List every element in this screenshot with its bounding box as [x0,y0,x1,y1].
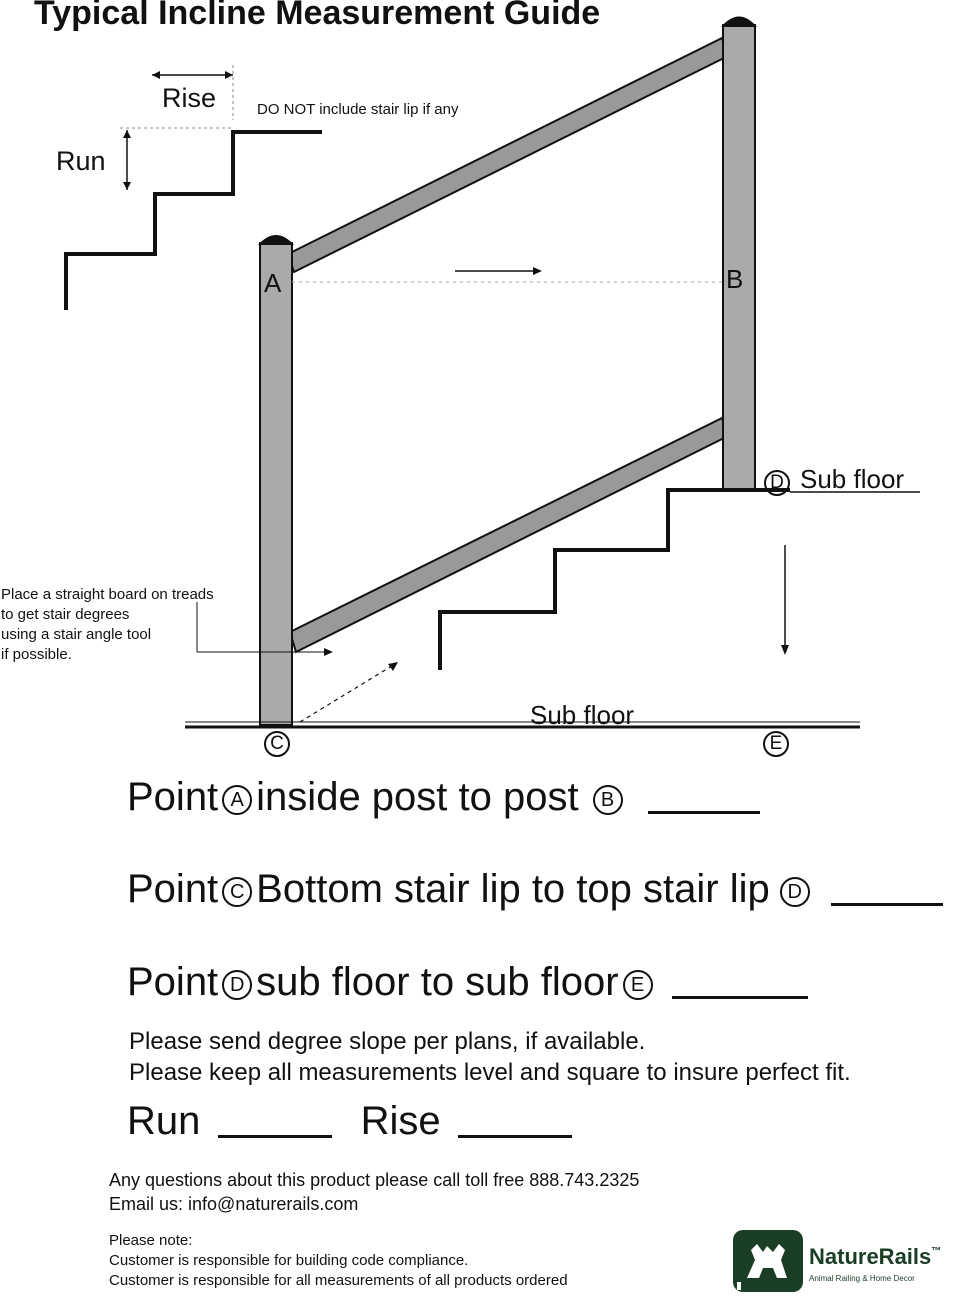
bottom-rail [290,418,728,652]
main-stair-outline [440,490,790,670]
measurement-prefix: Point [127,775,219,819]
point-b-circle: B [593,785,623,815]
rise-blank[interactable] [458,1105,572,1138]
measurement-d-e [127,959,808,1005]
rise-label-big: Rise [360,1099,441,1143]
level-note: Please keep all measurements level and square to insure perfect fit. [129,1059,851,1086]
measurement-text: sub floor to sub floor [256,960,619,1004]
please-note-line: Customer is responsible for all measurements of all products ordered [109,1272,568,1289]
logo-tagline: Animal Railing & Home Decor [809,1274,915,1283]
point-b-label: B [726,264,744,294]
point-c-label [264,731,290,757]
point-d-circle-big: D [780,877,810,907]
top-rail [288,38,728,272]
logo-name: NatureRails [809,1244,932,1269]
point-a-label: A [264,268,282,298]
slope-note: Please send degree slope per plans, if available. [129,1028,646,1055]
point-c-circle-big: C [222,877,252,907]
please-note-line: Customer is responsible for building code compliance. [109,1252,469,1269]
post-right-cap [721,17,757,28]
phone-line: Any questions about this product please call toll free 888.743.2325 [109,1170,640,1190]
measurement-text: Bottom stair lip to top stair lip [256,867,770,911]
post-right [723,25,755,490]
measurement-d-e-blank[interactable] [672,966,808,999]
point-d-label [764,466,790,496]
measurement-prefix: Point [127,960,219,1004]
rise-label: Rise [162,83,217,113]
board-note-line: if possible. [1,646,72,663]
measurement-c-d [127,866,943,912]
sub-floor-bottom-label: Sub floor [530,700,635,730]
run-rise-line [127,1098,572,1144]
point-c-circle: C [264,731,290,757]
naturerails-logo [733,1230,953,1294]
measurement-a-b [127,774,760,820]
point-a-circle: A [222,785,252,815]
point-d-circle: D [764,470,790,496]
run-label-big: Run [127,1099,201,1143]
post-left-cap [258,235,294,245]
moose-logo-icon [733,1230,803,1292]
point-e-circle: E [763,731,789,757]
stair-lip-note: DO NOT include stair lip if any [257,101,459,118]
run-blank[interactable] [218,1105,332,1138]
board-note-line: to get stair degrees [1,606,130,623]
run-label: Run [56,146,106,176]
measurement-prefix: Point [127,867,219,911]
please-note-heading: Please note: [109,1232,193,1249]
board-note-line: Place a straight board on treads [1,586,214,603]
sub-floor-top-label: Sub floor [800,464,905,494]
measurement-text: inside post to post [256,775,579,819]
measurement-c-d-blank[interactable] [831,873,943,906]
board-note [1,585,214,665]
measurement-a-b-blank[interactable] [648,781,760,814]
post-left [260,243,292,725]
logo-tm: ™ [931,1246,942,1257]
board-note-line: using a stair angle tool [1,626,152,643]
point-d-circle-big2: D [222,970,252,1000]
email-line: Email us: info@naturerails.com [109,1194,359,1214]
point-e-circle-big: E [623,970,653,1000]
page-title: Typical Incline Measurement Guide [34,0,601,32]
point-e-label [763,731,789,757]
